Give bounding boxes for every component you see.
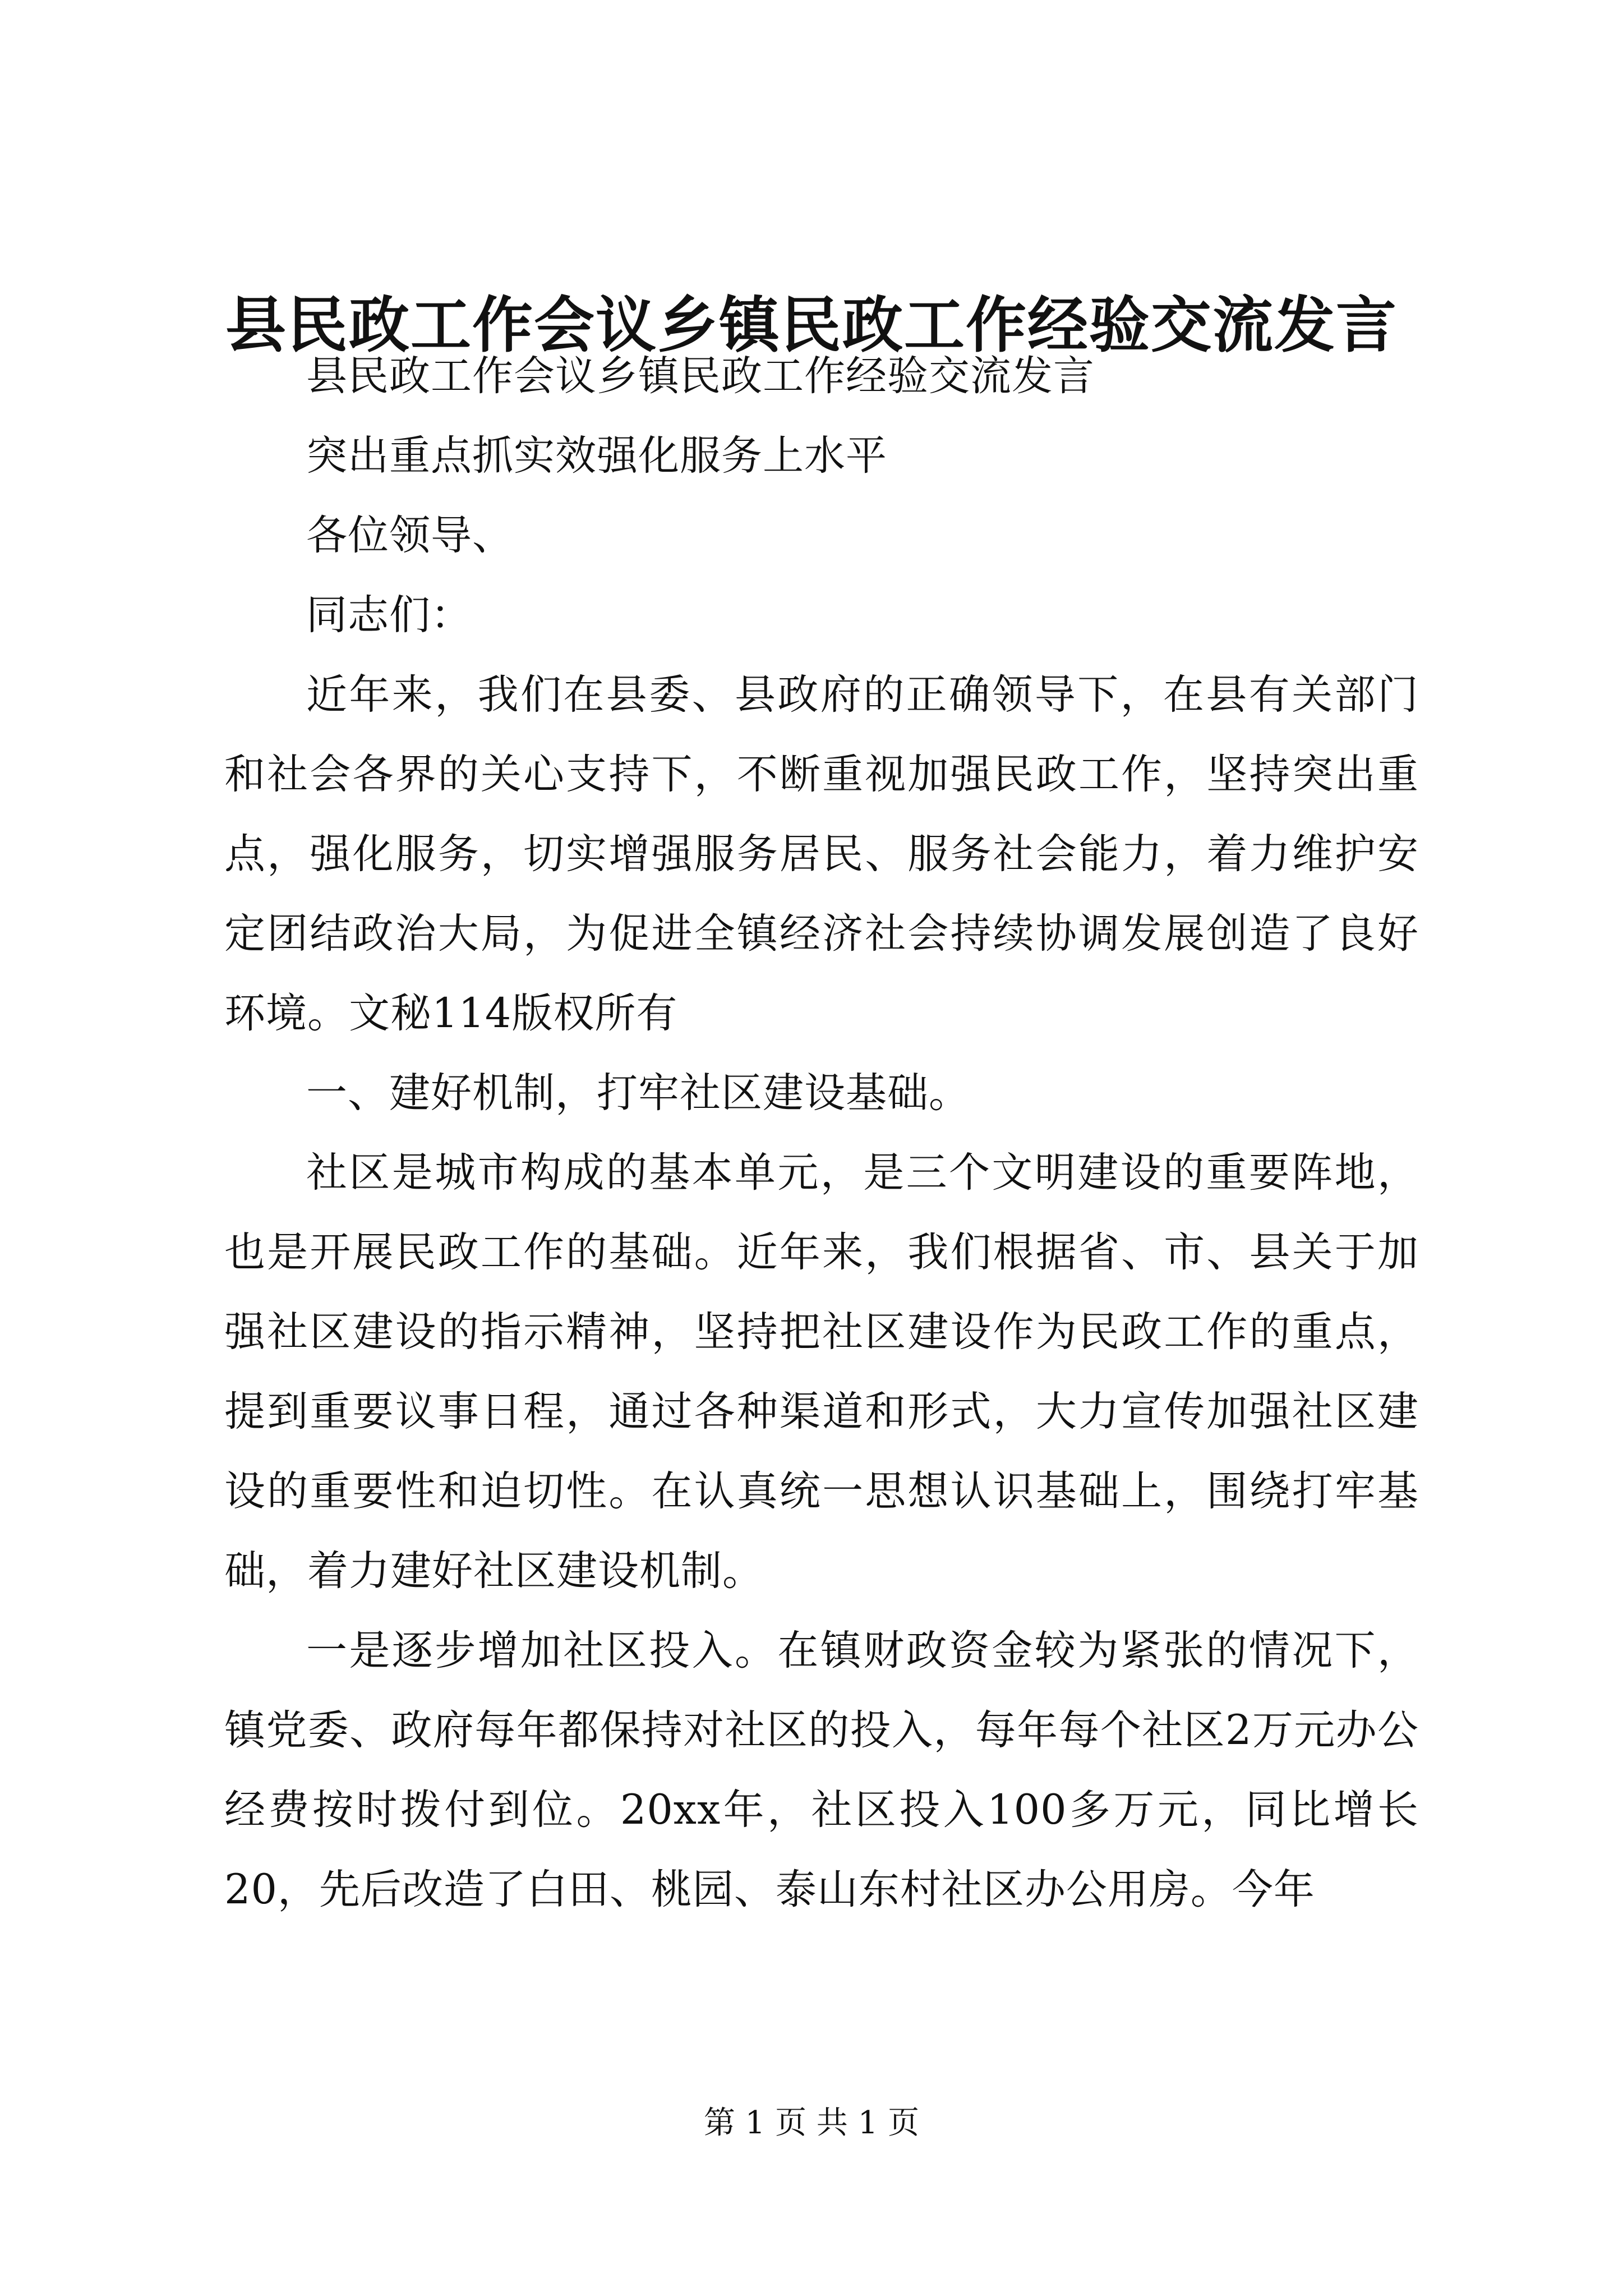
paragraph-salutation-comrades: 同志们： — [306, 591, 472, 639]
paragraph-community-investment: 一是逐步增加社区投入。在镇财政资金较为紧张的情况下，镇党委、政府每年都保持对社区的投入，每年每个社区2万元办公经费按时拨付到位。20xx年，社区投入100多万元，同比增长20，先后改造了白田、桃园、泰山东村社区办公用房。今年 — [224, 1627, 1419, 1913]
page-footer: 第 1 页 共 1 页 — [703, 2105, 920, 2141]
document-body — [224, 337, 1419, 1930]
paragraph-community-basis: 社区是城市构成的基本单元，是三个文明建设的重要阵地，也是开展民政工作的基础。近年来，我们根据省、市、县关于加强社区建设的指示精神，坚持把社区建设作为民政工作的重点，提到重要议事日程，通过各种渠道和形式，大力宣传加强社区建设的重要性和迫切性。在认真统一思想认识基础上，围绕打牢基础，着力建好社区建设机制。 — [224, 1149, 1419, 1595]
paragraph-slogan: 突出重点抓实效强化服务上水平 — [306, 432, 887, 480]
paragraph-intro: 近年来，我们在县委、县政府的正确领导下，在县有关部门和社会各界的关心支持下，不断重视加强民政工作，坚持突出重点，强化服务，切实增强服务居民、服务社会能力，着力维护安定团结政治大局，为促进全镇经济社会持续协调发展创造了良好环境。文秘114版权所有 — [224, 671, 1419, 1037]
document-title: 县民政工作会议乡镇民政工作经验交流发言 — [225, 290, 1398, 361]
paragraph-subtitle: 县民政工作会议乡镇民政工作经验交流发言 — [306, 352, 1095, 400]
paragraph-section-heading: 一、建好机制，打牢社区建设基础。 — [306, 1069, 970, 1117]
paragraph-salutation-leaders: 各位领导、 — [306, 512, 514, 559]
